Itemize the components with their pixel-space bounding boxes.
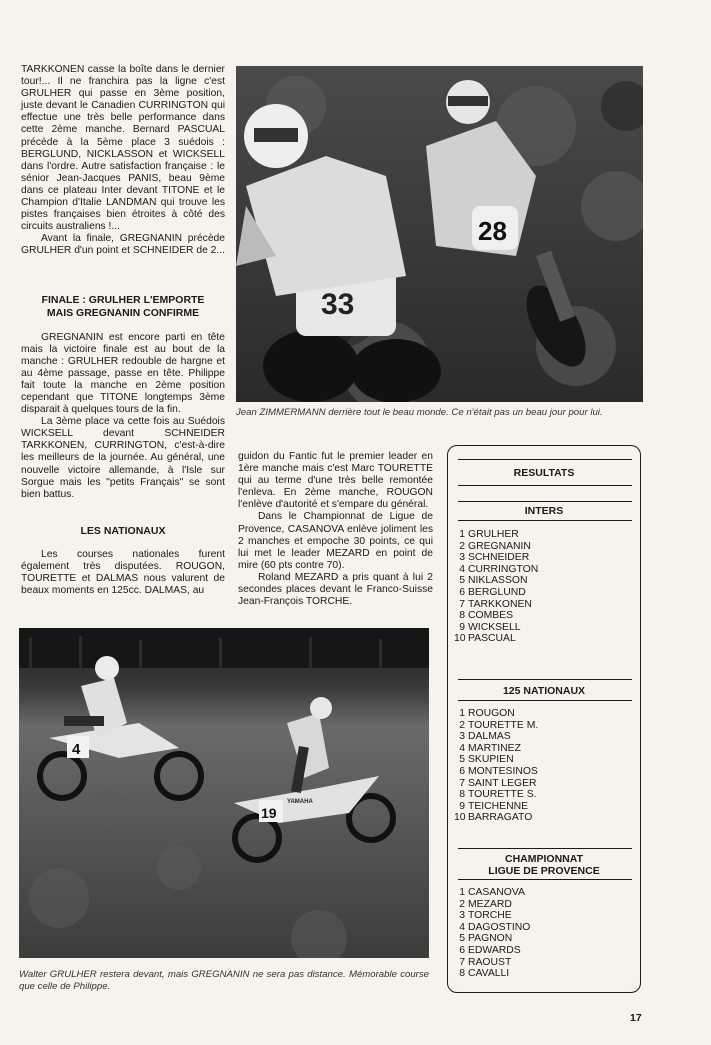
result-rank: 6: [459, 944, 465, 956]
result-entry: [454, 789, 538, 801]
result-rank: 7: [459, 956, 465, 968]
nationaux-results-list: [454, 708, 538, 824]
paragraph: guidon du Fantic fut le premier leader en 1ère manche mais c'est Marc TOURETTE qui au terme d'une très belle remontée l'enleva. En 2ème manche, ROUGON l'enlève d'autorité et s'empare du général.: [238, 451, 433, 511]
result-entry: [454, 552, 538, 564]
paragraph: La 3ème place va cette fois au Suédois WICKSELL devant SCHNEIDER TARKKONEN, CURRINGTON, c'est-à-dire les meilleurs de la journée. Au général, une nouvelle victoire allemande, à l'Isle sur Sorgue mais les "petits Français" se sont bien battus.: [21, 416, 225, 500]
result-rider-name: NIKLASSON: [468, 575, 528, 587]
result-entry: [454, 564, 538, 576]
result-rank: 4: [459, 921, 465, 933]
result-rider-name: MARTINEZ: [468, 742, 521, 754]
result-rider-name: CURRINGTON: [468, 563, 539, 575]
result-rider-name: WICKSELL: [468, 621, 521, 633]
result-rank: 8: [459, 789, 465, 801]
result-rider-name: BERGLUND: [468, 586, 526, 598]
result-entry: [454, 922, 530, 934]
result-rank: 2: [459, 898, 465, 910]
result-entry: [454, 633, 538, 645]
section-heading: MAIS GREGNANIN CONFIRME: [46, 306, 200, 319]
results-title: RESULTATS: [513, 467, 575, 479]
result-rider-name: MEZARD: [468, 898, 512, 910]
provence-title-line1: CHAMPIONNAT: [505, 853, 583, 865]
result-rider-name: TARKKONEN: [468, 598, 532, 610]
result-entry: [454, 587, 538, 599]
result-rank: 7: [459, 777, 465, 789]
result-entry: [454, 610, 538, 622]
race-number: 33: [321, 288, 355, 321]
result-rider-name: GREGNANIN: [468, 540, 531, 552]
result-rider-name: PASCUAL: [468, 633, 516, 645]
result-rank: 8: [459, 610, 465, 622]
result-rider-name: DALMAS: [468, 731, 511, 743]
result-rider-name: CASANOVA: [468, 887, 525, 898]
section-heading: FINALE : GRULHER L'EMPORTE: [41, 293, 205, 306]
result-entry: [454, 575, 538, 587]
result-rider-name: GRULHER: [468, 529, 519, 540]
result-entry: [454, 957, 530, 969]
result-entry: [454, 529, 538, 541]
paragraph: TARKKONEN casse la boîte dans le dernier tour!... Il ne franchira pas la ligne c'est GRULHER qui passe en 3ème position, juste devant le Canadien CURRINGTON qui effectue une très belle performance dans cette 2ème manche. Bernard PASCUAL précède à la 5ème place 3 suédois : BERGLUND, NICKLASSON et WICKSELL dans l'ordre. Autre satisfaction française : le sénior Jean-Jacques PANIS, beau 9ème dans ce plateau Inter devant TITONE et le Champion d'Italie LANDMAN qui trouve les pistes françaises bien étroites à côté des circuits australiens !...: [21, 64, 225, 233]
result-rider-name: RAOUST: [468, 956, 512, 968]
result-rank: 10: [454, 812, 466, 824]
section-heading: LES NATIONAUX: [80, 524, 166, 537]
result-rank: 9: [459, 800, 465, 812]
race-number: 4: [72, 741, 81, 758]
result-rider-name: BARRAGATO: [468, 812, 533, 824]
result-entry: [454, 968, 530, 980]
result-rider-name: SKUPIEN: [468, 754, 514, 766]
result-entry: [454, 743, 538, 755]
result-entry: [454, 812, 538, 824]
result-rank: 5: [459, 754, 465, 766]
result-rank: 3: [459, 910, 465, 922]
result-rider-name: DAGOSTINO: [468, 921, 531, 933]
result-rank: 6: [459, 586, 465, 598]
result-entry: [454, 778, 538, 790]
result-rank: 1: [459, 887, 465, 898]
photo-caption: Walter GRULHER restera devant, mais GREGNANIN ne sera pas distance. Mémorable course que celle de Philippe.: [19, 969, 429, 992]
page-number: 17: [630, 1012, 642, 1024]
result-rank: 3: [459, 552, 465, 564]
result-rank: 5: [459, 575, 465, 587]
result-rank: 6: [459, 765, 465, 777]
result-entry: [454, 708, 538, 720]
result-rider-name: SCHNEIDER: [468, 552, 530, 564]
result-entry: [454, 945, 530, 957]
provence-results-list: [454, 887, 530, 980]
result-entry: [454, 599, 538, 611]
brand-decal: YAMAHA: [287, 799, 313, 805]
result-rider-name: TEICHENNE: [468, 800, 529, 812]
result-entry: [454, 899, 530, 911]
results-box: [447, 445, 641, 993]
result-rider-name: TORCHE: [468, 910, 512, 922]
result-entry: [454, 754, 538, 766]
result-entry: [454, 887, 530, 899]
result-rank: 1: [459, 529, 465, 540]
result-rider-name: EDWARDS: [468, 944, 521, 956]
result-rider-name: ROUGON: [468, 708, 515, 719]
result-rank: 10: [454, 633, 466, 645]
result-rank: 5: [459, 933, 465, 945]
result-entry: [454, 541, 538, 553]
result-entry: [454, 933, 530, 945]
motocross-photo-top: [236, 66, 643, 402]
race-number: 28: [478, 216, 507, 246]
motocross-photo-bottom: [19, 628, 429, 958]
paragraph: Les courses nationales furent également très disputées. ROUGON, TOURETTE et DALMAS nous valurent de beaux moments en 125cc. DALMAS, au: [21, 548, 225, 597]
paragraph: Roland MEZARD a pris quant à lui 2 secondes places devant le Franco-Suisse Jean-François TORCHE.: [238, 571, 433, 608]
photo-caption: Jean ZIMMERMANN derrière tout le beau monde. Ce n'était pas un beau jour pour lui.: [236, 407, 603, 418]
result-rank: 4: [459, 563, 465, 575]
article-column-middle: [238, 451, 433, 608]
result-rank: 2: [459, 540, 465, 552]
result-entry: [454, 622, 538, 634]
result-rider-name: COMBES: [468, 610, 514, 622]
nationaux-title: 125 NATIONAUX: [502, 685, 586, 697]
result-rank: 1: [459, 708, 465, 719]
inters-results-list: [454, 529, 538, 645]
result-rider-name: TOURETTE S.: [468, 789, 537, 801]
result-entry: [454, 910, 530, 922]
result-rank: 8: [459, 968, 465, 980]
result-rider-name: PAGNON: [468, 933, 513, 945]
paragraph: GREGNANIN est encore parti en tête mais la victoire finale est au bout de la manche : GRULHER redouble de hargne et au 4ème passage, passe en tête. Philippe fait toute la manche en 2ème position cependant que TITONE longtemps 3ème disparait à quelques tours de la fin.: [21, 331, 225, 416]
result-rank: 7: [459, 598, 465, 610]
paragraph: Avant la finale, GREGNANIN précède GRULHER d'un point et SCHNEIDER de 2...: [21, 233, 225, 257]
paragraph: Dans le Championnat de Ligue de Provence, CASANOVA enlève joliment les 2 manches et empoche 30 points, ce qui lui met le leader MEZARD en point de mire (60 pts contre 70).: [238, 511, 433, 571]
result-rider-name: CAVALLI: [468, 968, 510, 980]
inters-title: INTERS: [524, 505, 564, 517]
result-rank: 9: [459, 621, 465, 633]
result-entry: [454, 801, 538, 813]
result-rider-name: MONTESINOS: [468, 765, 538, 777]
result-entry: [454, 731, 538, 743]
result-rank: 2: [459, 719, 465, 731]
race-number: 19: [261, 805, 277, 821]
result-rank: 3: [459, 731, 465, 743]
result-entry: [454, 720, 538, 732]
provence-title-line2: LIGUE DE PROVENCE: [488, 865, 600, 877]
result-entry: [454, 766, 538, 778]
result-rank: 4: [459, 742, 465, 754]
result-rider-name: TOURETTE M.: [468, 719, 539, 731]
article-column-left: [21, 64, 225, 597]
result-rider-name: SAINT LEGER: [468, 777, 537, 789]
